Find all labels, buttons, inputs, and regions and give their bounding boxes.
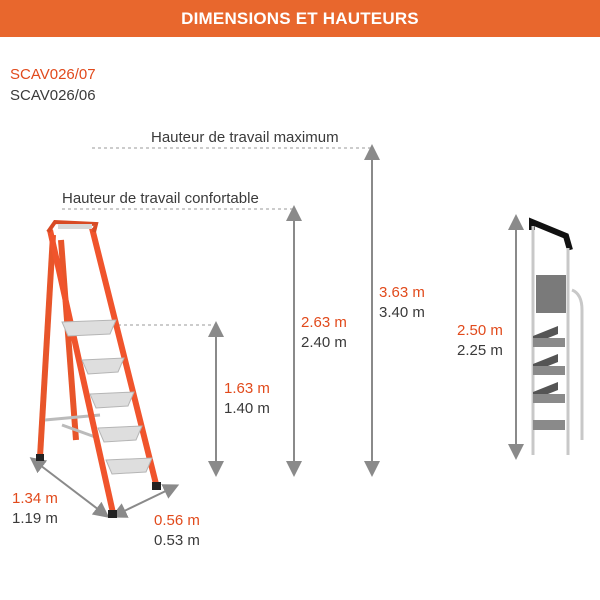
comfort-height-value-b: 2.40 m [301,334,347,351]
comfort-height-label: Hauteur de travail confortable [62,190,259,207]
folded-height-value-a: 2.50 m [457,322,503,339]
header-title: DIMENSIONS ET HAUTEURS [181,8,419,28]
depth-value-a: 1.34 m [12,490,58,507]
comfort-height-value-a: 2.63 m [301,314,347,331]
model-primary: SCAV026/07 [10,66,96,83]
max-height-label: Hauteur de travail maximum [151,129,339,146]
depth-value-b: 1.19 m [12,510,58,527]
folded-height-value-b: 2.25 m [457,342,503,359]
width-value-a: 0.56 m [154,512,200,529]
width-value-b: 0.53 m [154,532,200,549]
platform-height-value-a: 1.63 m [224,380,270,397]
ladder-folded-view [532,222,582,455]
platform-height-value-b: 1.40 m [224,400,270,417]
model-secondary: SCAV026/06 [10,87,96,104]
ladder-front-view [36,222,161,518]
max-height-value-a: 3.63 m [379,284,425,301]
width-arrow [118,488,172,514]
max-height-value-b: 3.40 m [379,304,425,321]
